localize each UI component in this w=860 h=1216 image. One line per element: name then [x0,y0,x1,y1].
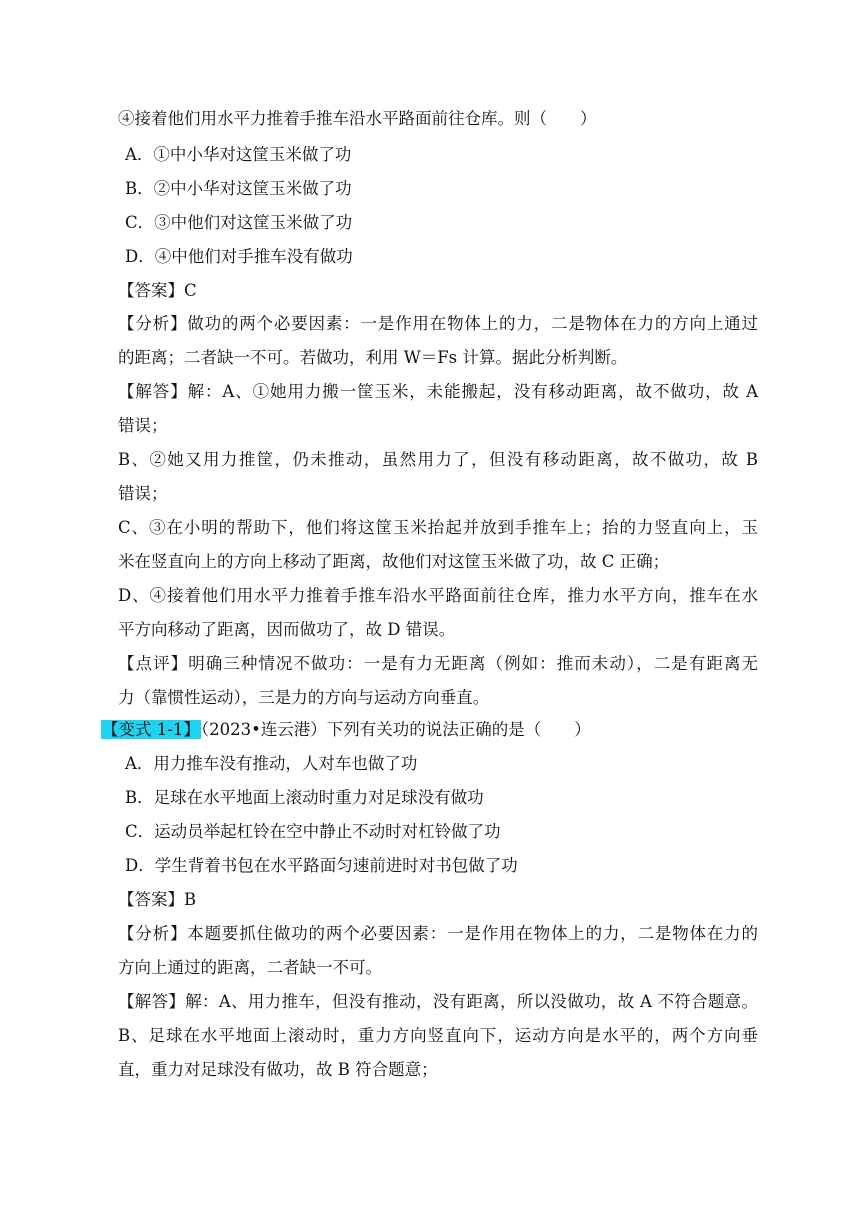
answer: 【答案】C [118,281,197,300]
variant-tag: 【变式 1-1】 [102,720,200,739]
variant-option-c: C．运动员举起杠铃在空中静止不动时对杠铃做了功 [125,822,501,841]
option-c: C．③中他们对这筐玉米做了功 [125,213,353,232]
solution-line-7: D、④接着他们用水平力推着手推车沿水平路面前往仓库，推力水平方向，推车在水 [118,586,758,605]
variant-analysis-line-2: 方向上通过的距离，二者缺一不可。 [118,958,382,977]
variant-option-b: B．足球在水平地面上滚动时重力对足球没有做功 [125,788,484,807]
variant-answer: 【答案】B [118,890,197,909]
solution-line-8: 平方向移动了距离，因而做功了，故 D 错误。 [118,620,456,639]
variant-solution-line-3: 直，重力对足球没有做功，故 B 符合题意； [118,1060,438,1079]
comment-line-1: 【点评】明确三种情况不做功：一是有力无距离（例如：推而未动），二是有距离无 [118,654,758,673]
solution-line-2: 错误； [118,416,168,435]
solution-line-1: 【解答】解：A、①她用力搬一筐玉米，未能搬起，没有移动距离，故不做功，故 A [118,382,758,401]
variant-solution-line-2: B、足球在水平地面上滚动时，重力方向竖直向下，运动方向是水平的，两个方向垂 [118,1026,758,1045]
option-d: D．④中他们对手推车没有做功 [125,247,353,266]
analysis-line-2: 的距离；二者缺一不可。若做功，利用 W＝Fs 计算。据此分析判断。 [118,348,628,367]
analysis-line-1: 【分析】做功的两个必要因素：一是作用在物体上的力，二是物体在力的方向上通过 [118,314,758,333]
variant-option-a: A．用力推车没有推动，人对车也做了功 [125,754,418,773]
variant-option-d: D．学生背着书包在水平路面匀速前进时对书包做了功 [125,856,518,875]
solution-line-3: B、②她又用力推筐，仍未推动，虽然用力了，但没有移动距离，故不做功，故 B [118,450,758,469]
option-a: A．①中小华对这筐玉米做了功 [125,145,352,164]
variant-stem: （2023•连云港）下列有关功的说法正确的是（ ） [200,720,591,739]
solution-line-6: 米在竖直向上的方向上移动了距离，故他们对这筐玉米做了功，故 C 正确； [118,552,670,571]
option-b: B．②中小华对这筐玉米做了功 [125,179,352,198]
solution-line-5: C、③在小明的帮助下，他们将这筐玉米抬起并放到手推车上；抬的力竖直向上，玉 [118,518,758,537]
comment-line-2: 力（靠惯性运动），三是力的方向与运动方向垂直。 [118,688,490,707]
variant-solution-line-1: 【解答】解：A、用力推车，但没有推动，没有距离，所以没做功，故 A 不符合题意。 [118,992,758,1011]
question-stem: ④接着他们用水平力推着手推车沿水平路面前往仓库。则（ ） [118,109,597,128]
variant-heading [101,720,591,740]
variant-analysis-line-1: 【分析】本题要抓住做功的两个必要因素：一是作用在物体上的力，二是物体在力的 [118,924,758,943]
solution-line-4: 错误； [118,484,168,503]
